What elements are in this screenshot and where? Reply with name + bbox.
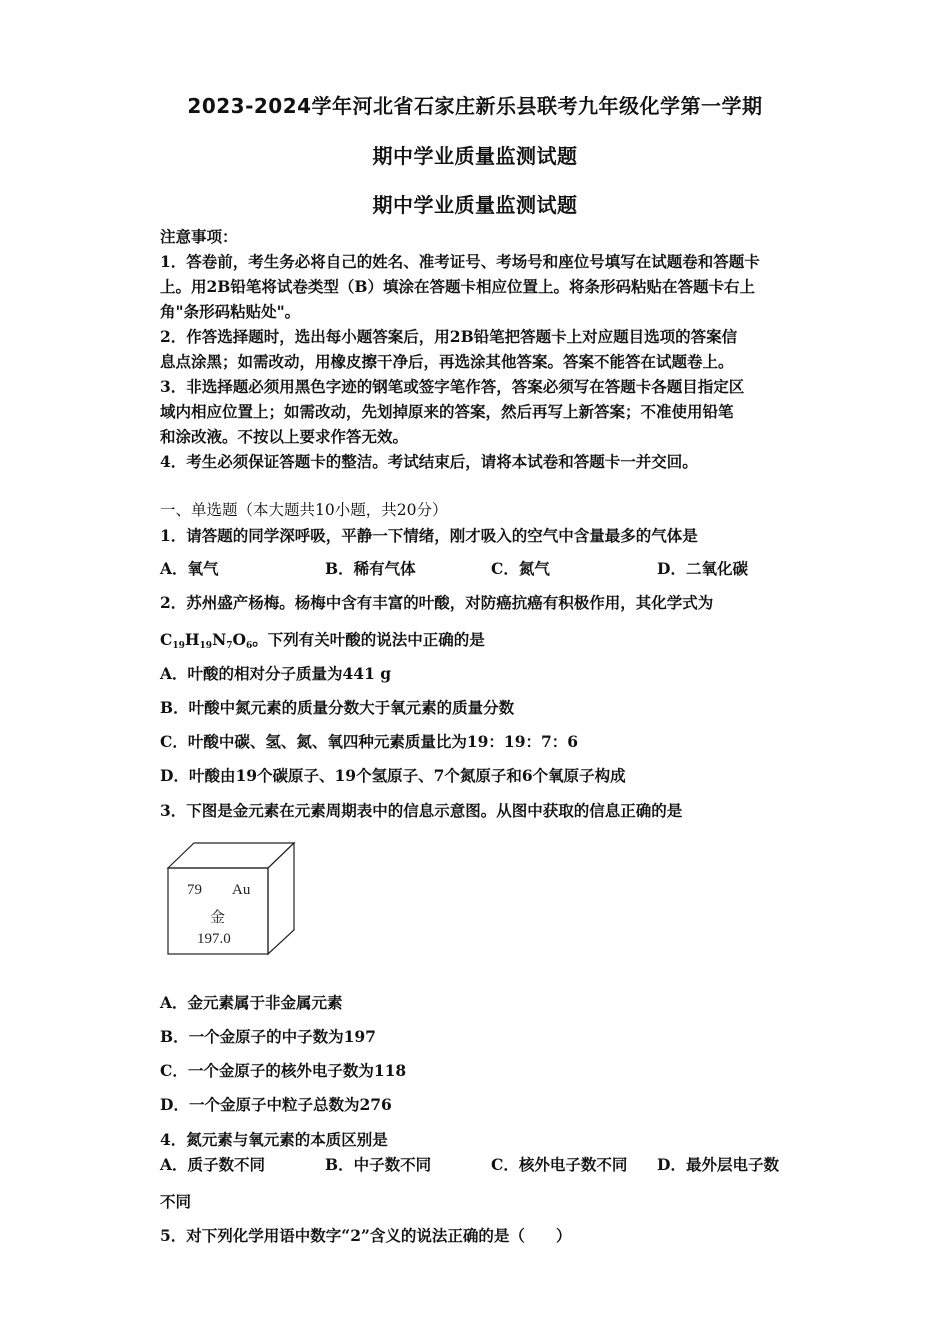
- question-3-option-c: C．一个金原子的核外电子数为118: [160, 1061, 407, 1080]
- title-line-3: 期中学业质量监测试题: [372, 193, 578, 217]
- element-name: 金: [210, 910, 226, 926]
- notice-line: 1．答卷前，考生务必将自己的姓名、准考证号、考场号和座位号填写在试题卷和答题卡: [160, 252, 760, 271]
- question-3-stem: 3．下图是金元素在元素周期表中的信息示意图。从图中获取的信息正确的是: [160, 801, 683, 820]
- question-1-option-c: C．氮气: [491, 559, 550, 578]
- question-4-option-b: B．中子数不同: [325, 1155, 432, 1174]
- notice-line: 息点涂黑；如需改动，用橡皮擦干净后，再选涂其他答案。答案不能答在试题卷上。: [160, 352, 734, 371]
- element-symbol: Au: [232, 882, 251, 898]
- notice-line: 和涂改液。不按以上要求作答无效。: [160, 427, 409, 446]
- formula-oxygen: O: [232, 630, 247, 649]
- question-1-option-b: B．稀有气体: [325, 559, 416, 578]
- question-2-stem-rest: 。下列有关叶酸的说法中正确的是: [252, 630, 485, 649]
- question-5-stem: 5．对下列化学用语中数字“2”含义的说法正确的是（ ）: [160, 1226, 572, 1245]
- atomic-mass: 197.0: [197, 931, 231, 947]
- question-2-option-a: A．叶酸的相对分子质量为441 g: [160, 664, 392, 683]
- notice-line: 2．作答选择题时，选出每小题答案后，用2B铅笔把答题卡上对应题目选项的答案信: [160, 327, 738, 346]
- question-2-option-b: B．叶酸中氮元素的质量分数大于氧元素的质量分数: [160, 698, 515, 717]
- formula-hydrogen-count: 19: [199, 641, 213, 651]
- question-4-option-d-wrap: 不同: [160, 1192, 192, 1211]
- notice-heading: 注意事项：: [160, 227, 238, 246]
- question-4-stem: 4．氮元素与氧元素的本质区别是: [160, 1130, 388, 1149]
- atomic-number: 79: [187, 882, 202, 898]
- question-1-option-a: A．氧气: [160, 559, 219, 578]
- question-4-option-d: D．最外层电子数: [657, 1155, 779, 1174]
- formula-carbon-count: 19: [172, 641, 185, 651]
- notice-line: 3．非选择题必须用黑色字迹的钢笔或签字笔作答，答案必须写在答题卡各题目指定区: [160, 377, 745, 396]
- cube-outline: [165, 842, 300, 957]
- formula-oxygen-count: 6: [246, 641, 253, 651]
- question-3-option-a: A．金元素属于非金属元素: [160, 993, 343, 1012]
- notice-line: 域内相应位置上；如需改动，先划掉原来的答案，然后再写上新答案；不准使用铅笔: [160, 402, 734, 421]
- formula-nitrogen-count: 7: [226, 641, 233, 651]
- question-2-stem-formula: [160, 630, 800, 656]
- formula-hydrogen: H: [184, 630, 200, 649]
- question-1-option-d: D．二氧化碳: [657, 559, 748, 578]
- question-3-option-d: D．一个金原子中粒子总数为276: [160, 1095, 392, 1114]
- formula-nitrogen: N: [212, 630, 227, 649]
- title-line-2: 期中学业质量监测试题: [372, 144, 578, 168]
- notice-line: 4．考生必须保证答题卡的整洁。考试结束后，请将本试卷和答题卡一并交回。: [160, 452, 698, 471]
- notice-line: 角"条形码粘贴处"。: [160, 302, 301, 321]
- question-2-option-d: D．叶酸由19个碳原子、19个氢原子、7个氮原子和6个氧原子构成: [160, 766, 626, 785]
- question-2-option-c: C．叶酸中碳、氢、氮、氧四种元素质量比为19：19：7：6: [160, 732, 579, 751]
- question-4-option-a: A．质子数不同: [160, 1155, 266, 1174]
- notice-line: 上。用2B铅笔将试卷类型（B）填涂在答题卡相应位置上。将条形码粘贴在答题卡右上: [160, 277, 755, 296]
- question-1-stem: 1．请答题的同学深呼吸，平静一下情绪，刚才吸入的空气中含量最多的气体是: [160, 526, 698, 545]
- formula-carbon: C: [160, 630, 173, 649]
- question-3-option-b: B．一个金原子的中子数为197: [160, 1027, 376, 1046]
- question-4-option-c: C．核外电子数不同: [491, 1155, 628, 1174]
- question-2-stem: 2．苏州盛产杨梅。杨梅中含有丰富的叶酸，对防癌抗癌有积极作用，其化学式为: [160, 593, 714, 612]
- gold-element-cell-figure: [165, 842, 300, 957]
- title-line-1: 2023-2024学年河北省石家庄新乐县联考九年级化学第一学期: [187, 94, 763, 118]
- section-heading: 一、单选题（本大题共10小题，共20分）: [160, 501, 448, 519]
